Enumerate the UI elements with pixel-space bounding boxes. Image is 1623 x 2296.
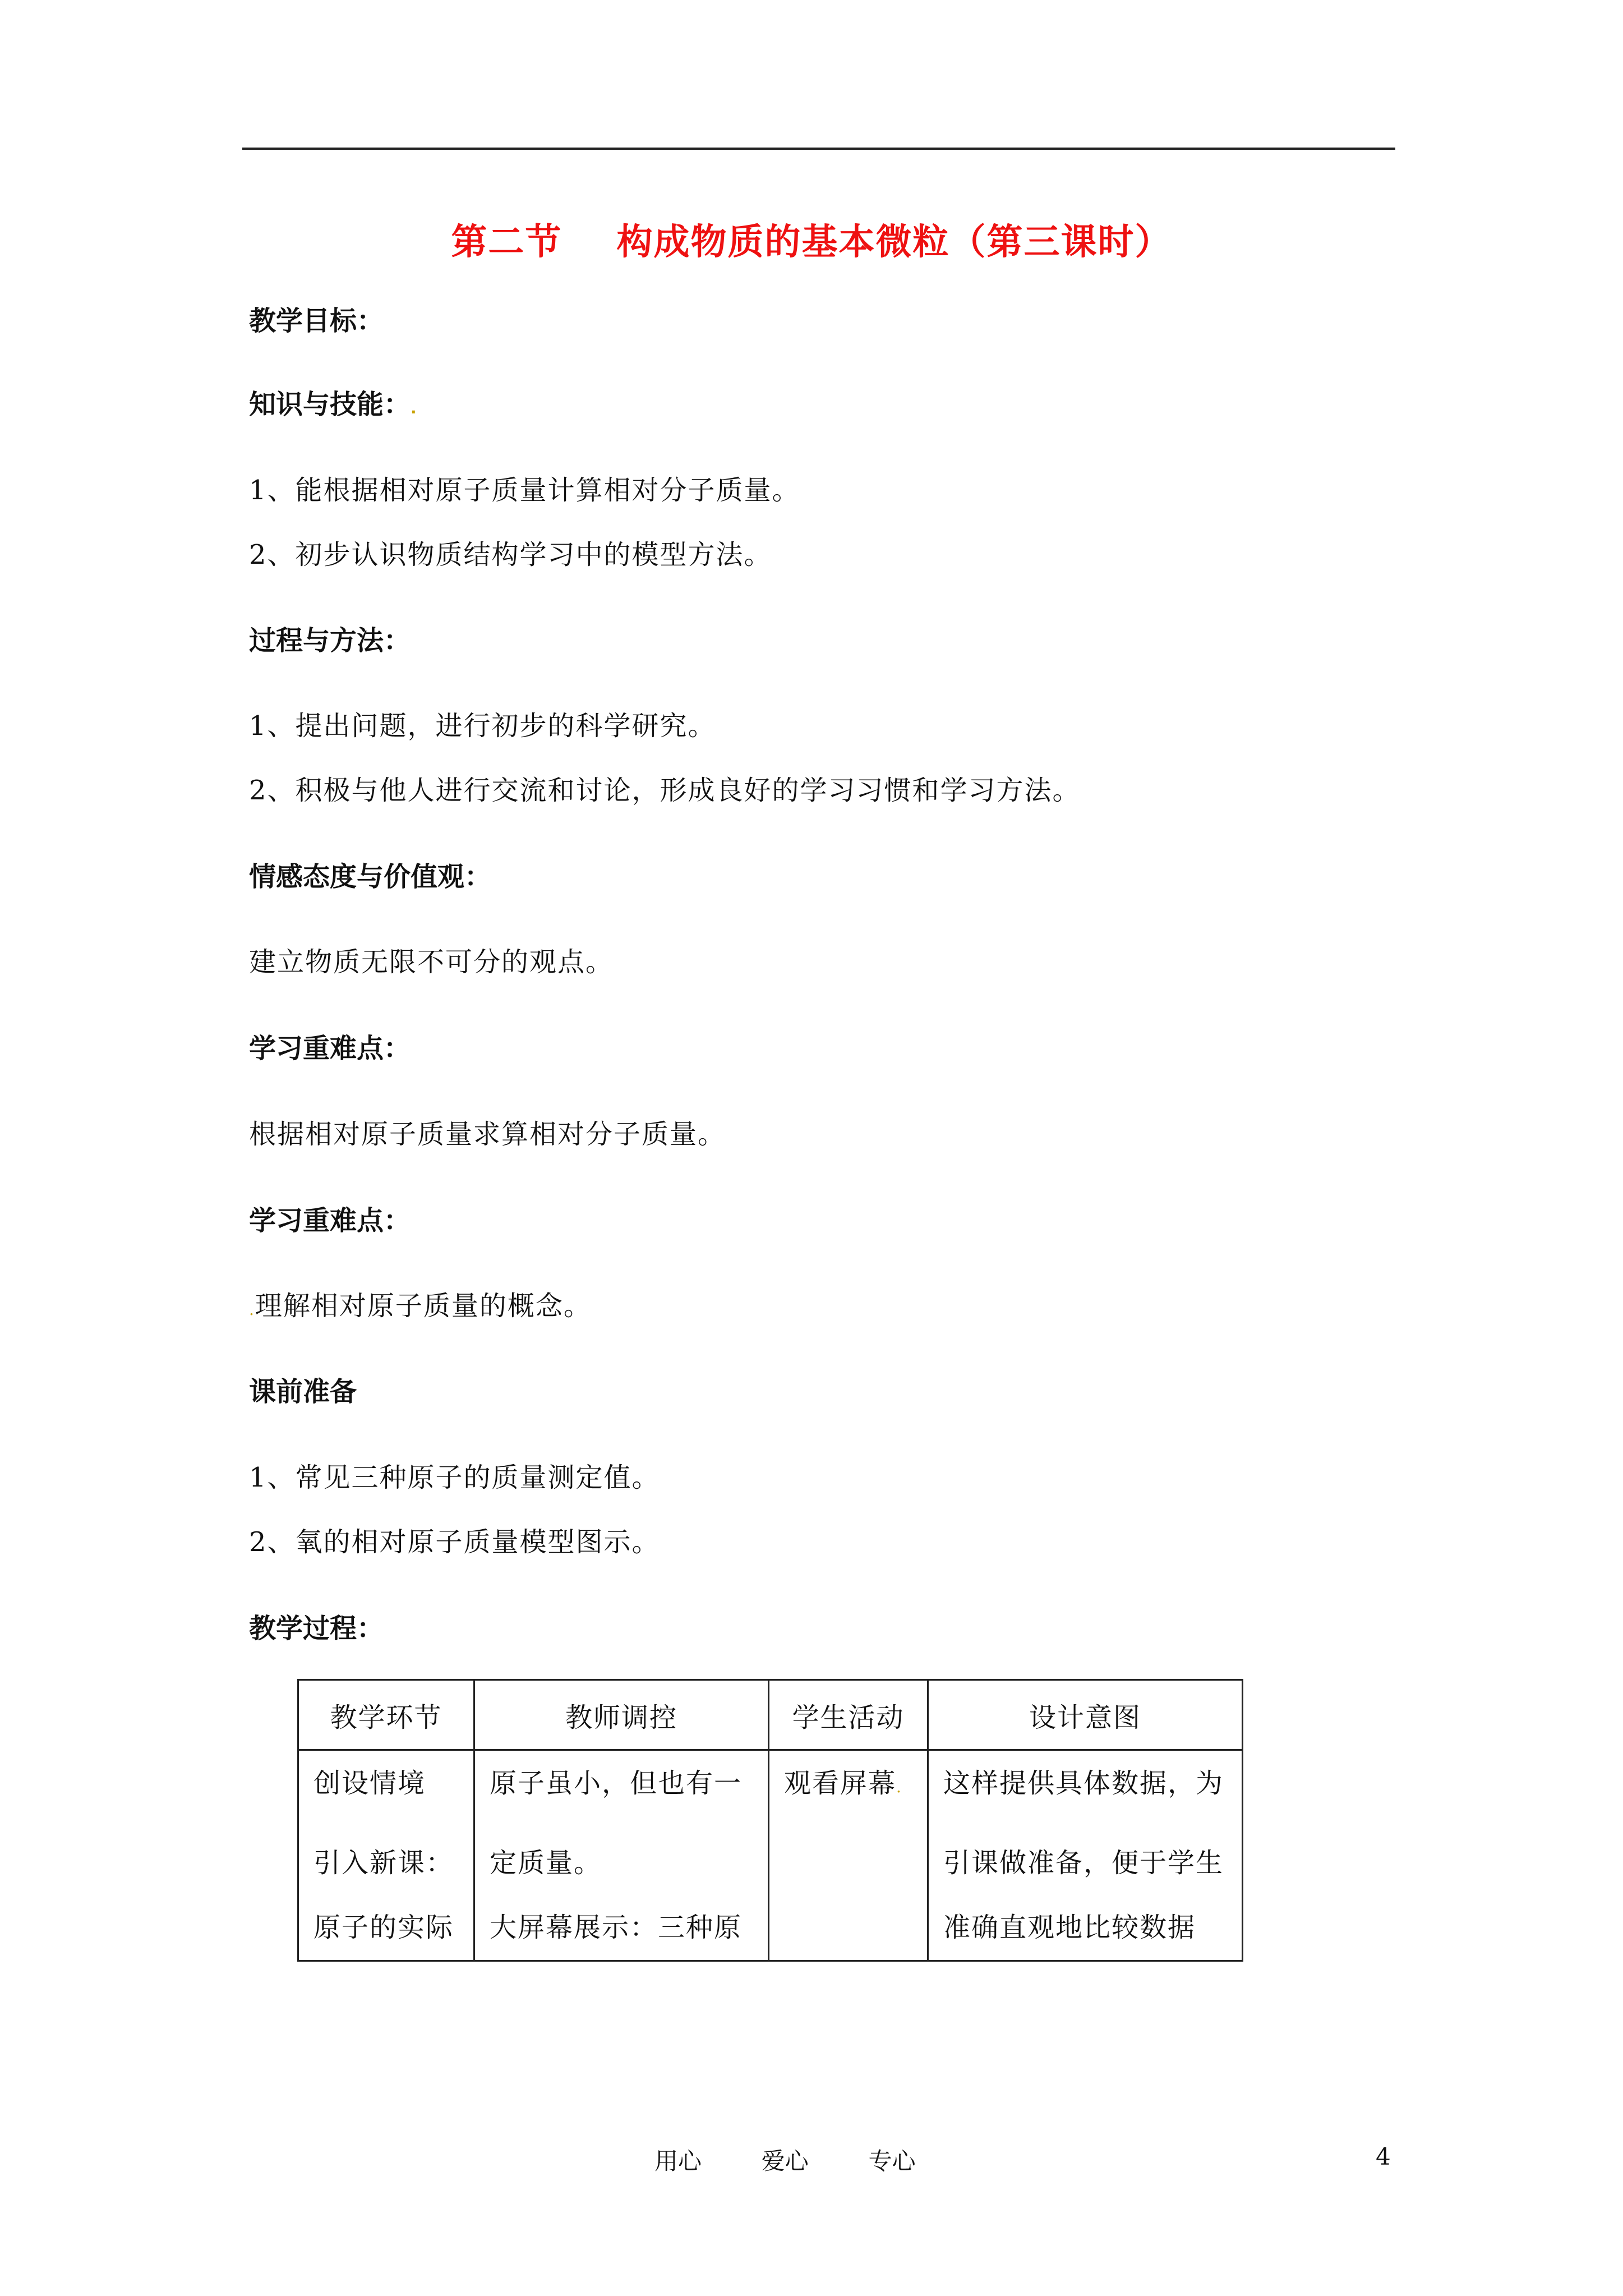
- page-title: 第二节 构成物质的基本微粒（第三课时）: [451, 222, 1172, 263]
- knowledge-heading-text: 知识与技能：: [249, 389, 411, 420]
- cell-line-text: 观看屏幕: [784, 1768, 897, 1799]
- cell-line: 大屏幕展示：三种原: [490, 1912, 743, 1943]
- emotion-text: 建立物质无限不可分的观点。: [249, 946, 614, 978]
- artifact-dot: .: [411, 399, 417, 417]
- artifact-dot: .: [249, 1300, 255, 1319]
- process-item-2: 2、积极与他人进行交流和讨论，形成良好的学习习惯和学习方法。: [249, 775, 1081, 806]
- page-number: 4: [1376, 2143, 1391, 2170]
- key-points-heading: 学习重难点：: [249, 1033, 411, 1064]
- process-item-1: 1、提出问题，进行初步的科学研究。: [249, 710, 716, 742]
- table-header-cell: 教师调控: [474, 1680, 769, 1750]
- cell-line: 引课做准备，便于学生: [943, 1847, 1224, 1879]
- emotion-heading: 情感态度与价值观：: [249, 861, 492, 892]
- footer-motto: 用心 爱心 专心: [654, 2147, 916, 2175]
- table-cell-stage: [298, 1750, 474, 1961]
- table-row: [298, 1750, 1243, 1961]
- table-header-row: [298, 1680, 1243, 1750]
- knowledge-item-1: 1、能根据相对原子质量计算相对分子质量。: [249, 475, 800, 506]
- knowledge-heading: [249, 383, 417, 421]
- cell-line: [784, 1766, 914, 1835]
- table-cell-intent: [928, 1750, 1243, 1961]
- prep-item-2: 2、氧的相对原子质量模型图示。: [249, 1526, 660, 1558]
- objectives-heading: 教学目标：: [249, 305, 384, 337]
- cell-line: 定质量。: [490, 1847, 602, 1879]
- teaching-process-table: [297, 1679, 1243, 1962]
- artifact-dot: .: [896, 1778, 902, 1796]
- difficult-points-text: [249, 1284, 592, 1323]
- cell-line: 原子虽小，但也有一: [490, 1768, 743, 1799]
- cell-line: 这样提供具体数据，为: [943, 1768, 1224, 1799]
- table-header-cell: 教学环节: [298, 1680, 474, 1750]
- cell-line: 准确直观地比较数据: [943, 1912, 1196, 1943]
- process-heading: 过程与方法：: [249, 625, 411, 656]
- teaching-process-heading: 教学过程：: [249, 1613, 384, 1644]
- knowledge-item-2: 2、初步认识物质结构学习中的模型方法。: [249, 539, 772, 570]
- difficult-points-heading: 学习重难点：: [249, 1205, 411, 1236]
- table-header-cell: 学生活动: [769, 1680, 928, 1750]
- cell-line: 原子的实际: [313, 1912, 454, 1943]
- prep-item-1: 1、常见三种原子的质量测定值。: [249, 1462, 660, 1493]
- difficult-points-text-body: 理解相对原子质量的概念。: [255, 1290, 592, 1322]
- cell-line: 引入新课：: [313, 1847, 454, 1879]
- key-points-text: 根据相对原子质量求算相对分子质量。: [249, 1119, 726, 1150]
- table-header-cell: 设计意图: [928, 1680, 1243, 1750]
- header-rule: [242, 148, 1395, 150]
- prep-heading: 课前准备: [249, 1376, 357, 1407]
- table-cell-teacher: [474, 1750, 769, 1961]
- table-cell-student: [769, 1750, 928, 1961]
- cell-line: 创设情境: [313, 1768, 426, 1799]
